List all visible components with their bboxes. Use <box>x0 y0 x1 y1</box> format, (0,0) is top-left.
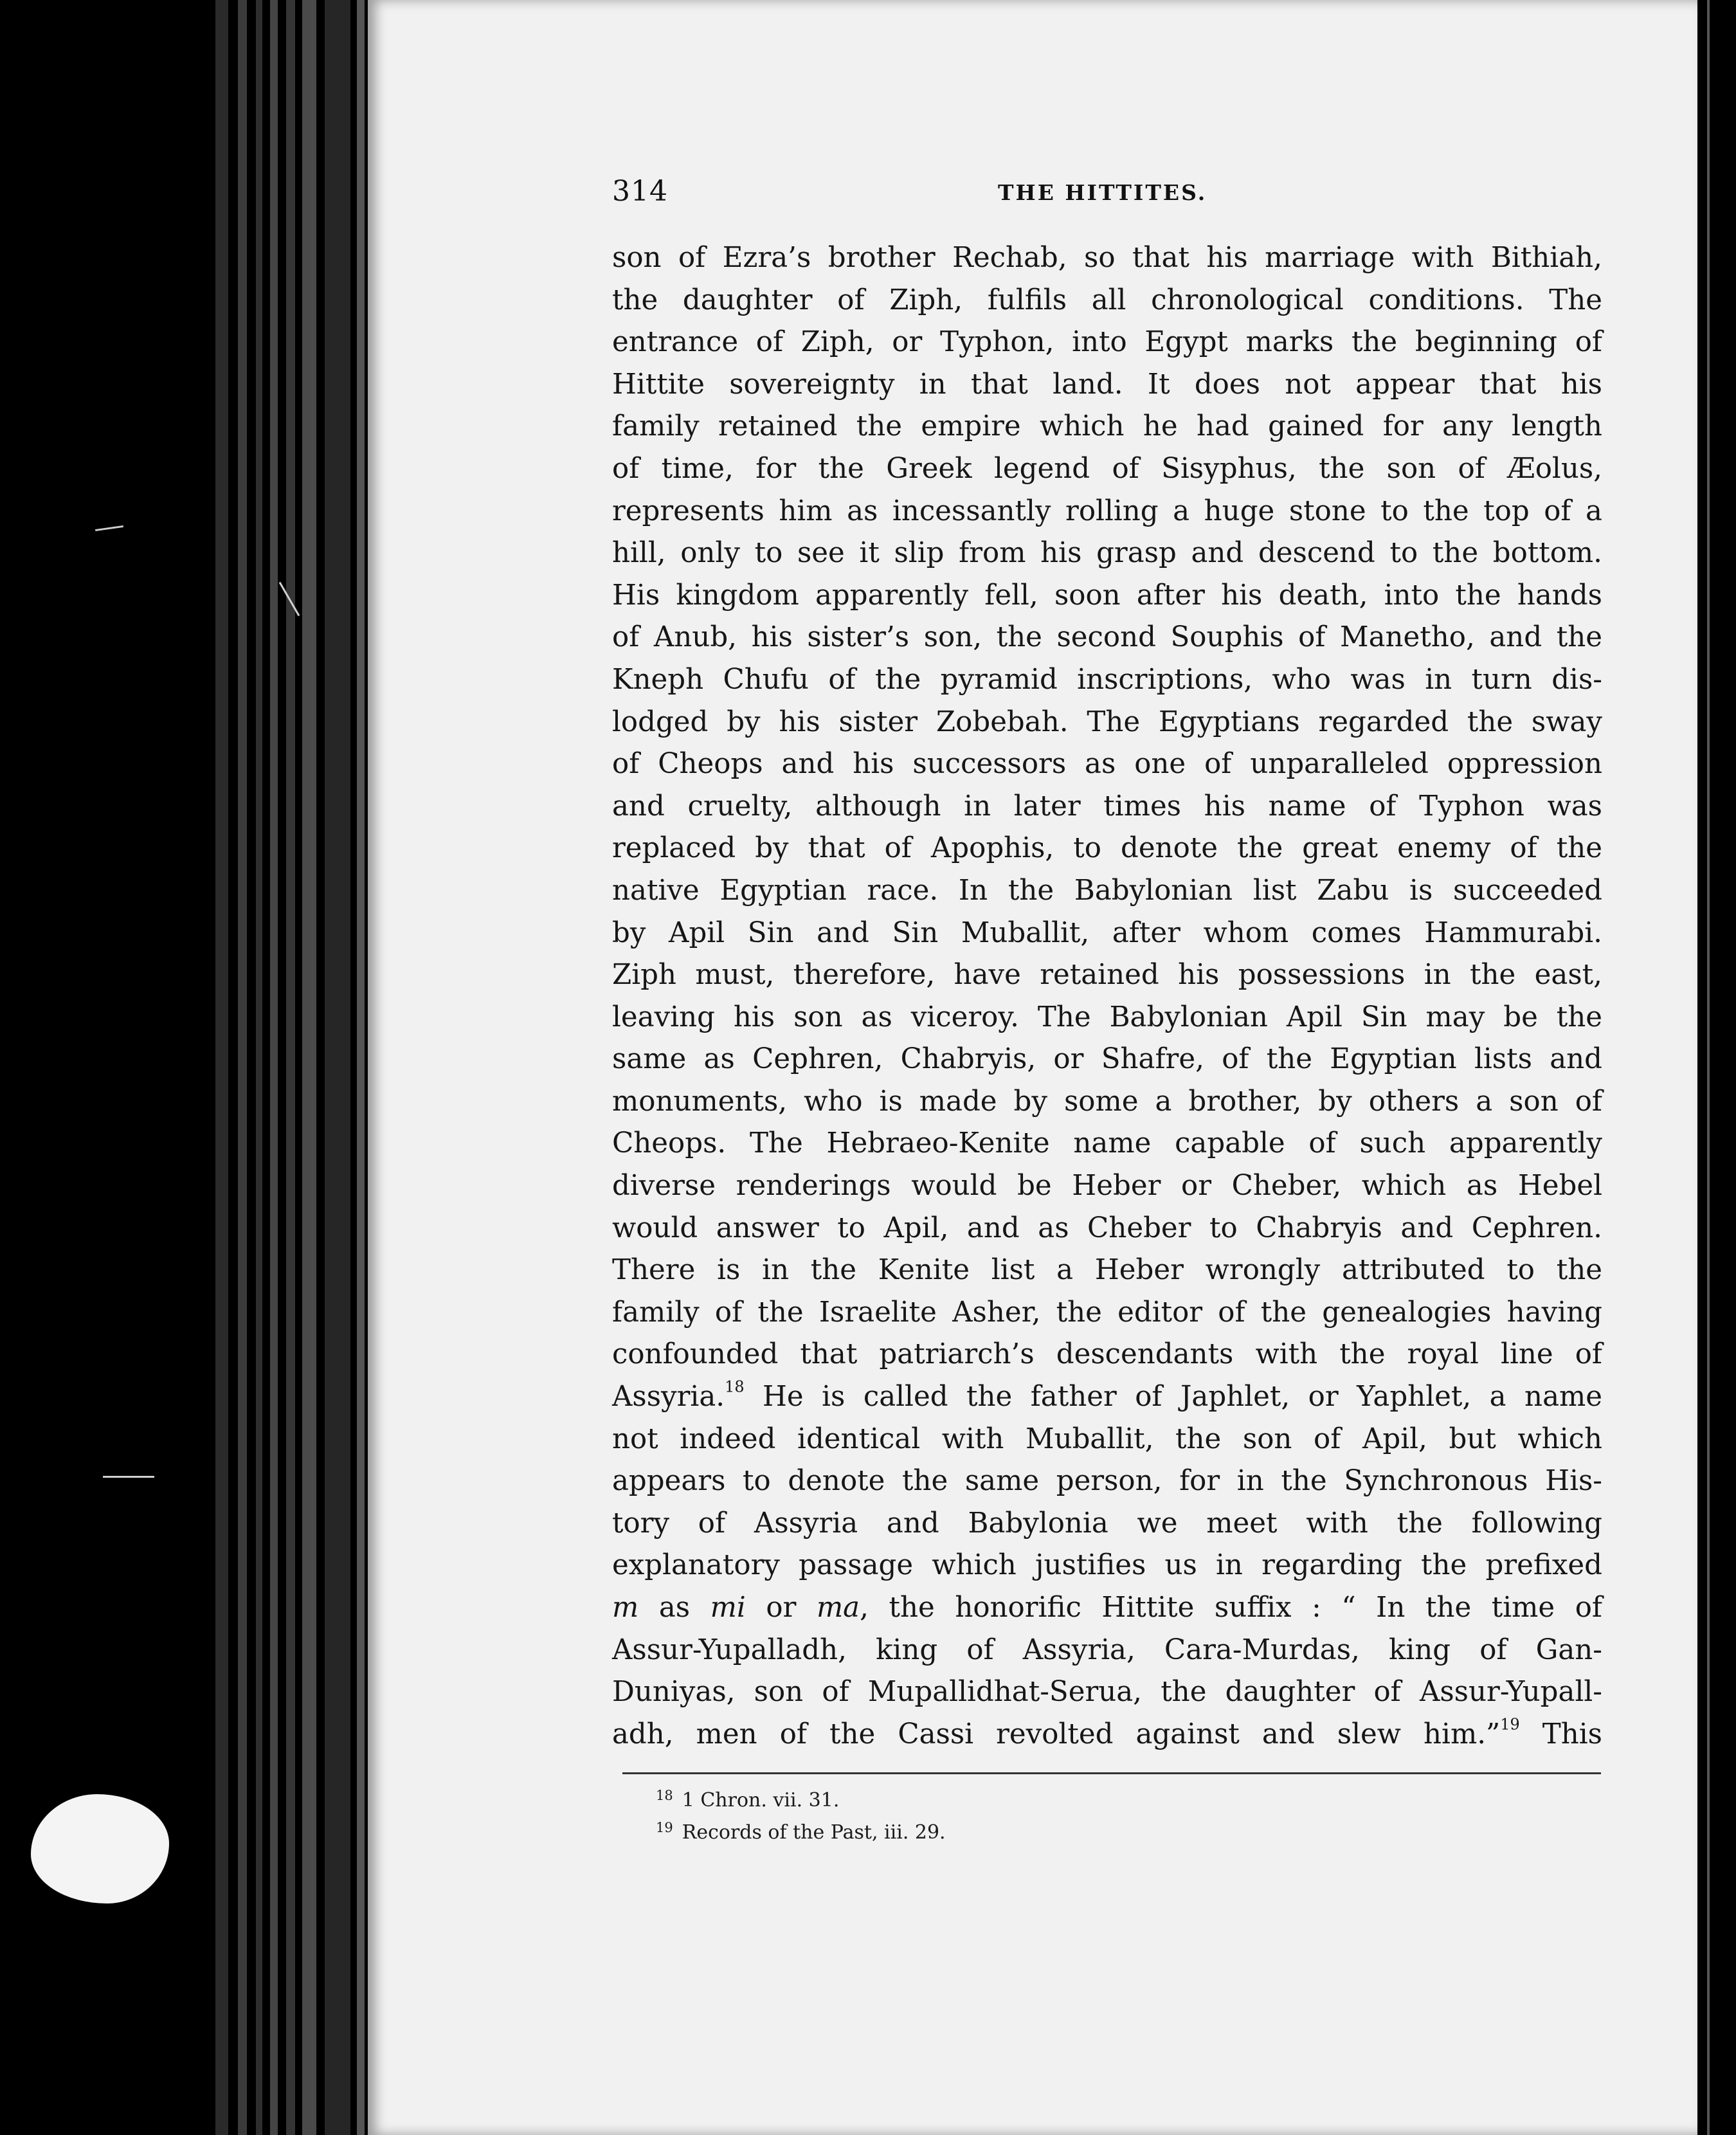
page-edge-strip <box>325 0 350 2135</box>
footnote-ref: 19 <box>1500 1715 1520 1734</box>
footnote <box>656 1785 1556 1817</box>
italic-text: ma <box>816 1592 860 1624</box>
page-edge-strip <box>270 0 278 2135</box>
body-line: diverse renderings would be Heber or Cheber, which as Hebel <box>612 1170 1602 1203</box>
body-line: of Cheops and his successors as one of unparalleled oppression <box>612 748 1602 781</box>
running-head <box>612 175 1602 214</box>
right-margin-edge <box>1697 0 1736 2135</box>
body-line: confounded that patriarch’s descendants with the royal line of <box>612 1338 1602 1371</box>
footnote <box>656 1817 1556 1849</box>
page-edge-strip <box>238 0 247 2135</box>
body-line: replaced by that of Apophis, to denote the great enemy of the <box>612 832 1602 865</box>
body-line: appears to denote the same person, for in the Synchronous His- <box>612 1465 1602 1498</box>
page-edge-strip <box>286 0 295 2135</box>
body-line: of Anub, his sister’s son, the second Souphis of Manetho, and the <box>612 621 1602 654</box>
footnotes <box>656 1785 1556 1849</box>
scan-artifact-blob <box>31 1794 169 1903</box>
body-line <box>612 1714 1602 1756</box>
page-edge-strip <box>302 0 316 2135</box>
body-line: Kneph Chufu of the pyramid inscriptions, who was in turn dis- <box>612 663 1602 696</box>
right-edge-line <box>1707 0 1710 2135</box>
page-edge-strip <box>215 0 228 2135</box>
line-text: Assyria. <box>612 1381 725 1413</box>
body-line: monuments, who is made by some a brother, by others a son of <box>612 1085 1602 1118</box>
body-line: the daughter of Ziph, fulfils all chronological conditions. The <box>612 284 1602 316</box>
scan-speck <box>103 1476 154 1478</box>
body-line: same as Cephren, Chabryis, or Shafre, of the Egyptian lists and <box>612 1043 1602 1076</box>
scan-speck <box>95 525 123 531</box>
body-line: would answer to Apil, and as Cheber to Chabryis and Cephren. <box>612 1212 1602 1244</box>
body-line: family of the Israelite Asher, the editor of the genealogies having <box>612 1296 1602 1329</box>
body-line: represents him as incessantly rolling a huge stone to the top of a <box>612 495 1602 527</box>
body-line: leaving his son as viceroy. The Babylonian Apil Sin may be the <box>612 1001 1602 1033</box>
body-line: tory of Assyria and Babylonia we meet with the following <box>612 1507 1602 1540</box>
italic-text: mi <box>710 1592 746 1624</box>
body-line: not indeed identical with Muballit, the son of Apil, but which <box>612 1422 1602 1455</box>
line-text: as <box>638 1592 710 1624</box>
body-line: of time, for the Greek legend of Sisyphus, the son of Æolus, <box>612 452 1602 485</box>
footnote-rule <box>622 1772 1601 1774</box>
body-line: native Egyptian race. In the Babylonian list Zabu is succeeded <box>612 874 1602 907</box>
body-line: hill, only to see it slip from his grasp and descend to the bottom. <box>612 537 1602 570</box>
body-lines-group-b <box>612 1419 1602 1587</box>
body-line: Duniyas, son of Mupallidhat-Serua, the daughter of Assur-Yupall- <box>612 1676 1602 1709</box>
page-edge-strip <box>256 0 262 2135</box>
line-text: adh, men of the Cassi revolted against and slew him.” <box>612 1718 1501 1750</box>
body-text <box>612 237 1602 1756</box>
body-line: entrance of Ziph, or Typhon, into Egypt marks the beginning of <box>612 326 1602 359</box>
body-line: There is in the Kenite list a Heber wrongly attributed to the <box>612 1254 1602 1287</box>
footnote-number: 19 <box>656 1819 673 1835</box>
italic-text: m <box>612 1592 639 1624</box>
line-text: He is called the father of Japhlet, or Yaphlet, a name <box>744 1381 1602 1413</box>
body-line: son of Ezra’s brother Rechab, so that his marriage with Bithiah, <box>612 242 1602 274</box>
footnote-number: 18 <box>656 1787 673 1803</box>
body-line: family retained the empire which he had gained for any length <box>612 410 1602 443</box>
line-text: , the honorific Hittite suffix : “ In the time of <box>860 1592 1602 1624</box>
body-line: explanatory passage which justifies us in regarding the prefixed <box>612 1549 1602 1582</box>
body-line: and cruelty, although in later times his name of Typhon was <box>612 790 1602 822</box>
body-line: lodged by his sister Zobebah. The Egyptians regarded the sway <box>612 705 1602 738</box>
body-line: Cheops. The Hebraeo-Kenite name capable of such apparently <box>612 1127 1602 1160</box>
line-text: This <box>1519 1718 1602 1750</box>
line-text: or <box>745 1592 817 1624</box>
body-line: Hittite sovereignty in that land. It does not appear that his <box>612 368 1602 401</box>
body-line: Ziph must, therefore, have retained his possessions in the east, <box>612 959 1602 992</box>
page-edge-strip <box>357 0 365 2135</box>
running-title: THE HITTITES. <box>998 180 1207 205</box>
body-line: His kingdom apparently fell, soon after his death, into the hands <box>612 579 1602 612</box>
footnote-ref: 18 <box>725 1377 745 1396</box>
body-line: Assur-Yupalladh, king of Assyria, Cara-Murdas, king of Gan- <box>612 1633 1602 1666</box>
footnote-text: 1 Chron. vii. 31. <box>682 1789 840 1812</box>
body-lines-group-a <box>612 237 1602 1376</box>
body-line <box>612 1587 1602 1630</box>
body-lines-group-c <box>612 1630 1602 1714</box>
body-line <box>612 1376 1602 1419</box>
footnote-text: Records of the Past, iii. 29. <box>682 1821 946 1844</box>
body-line: by Apil Sin and Sin Muballit, after whom comes Hammurabi. <box>612 916 1602 949</box>
page-number: 314 <box>612 175 668 208</box>
